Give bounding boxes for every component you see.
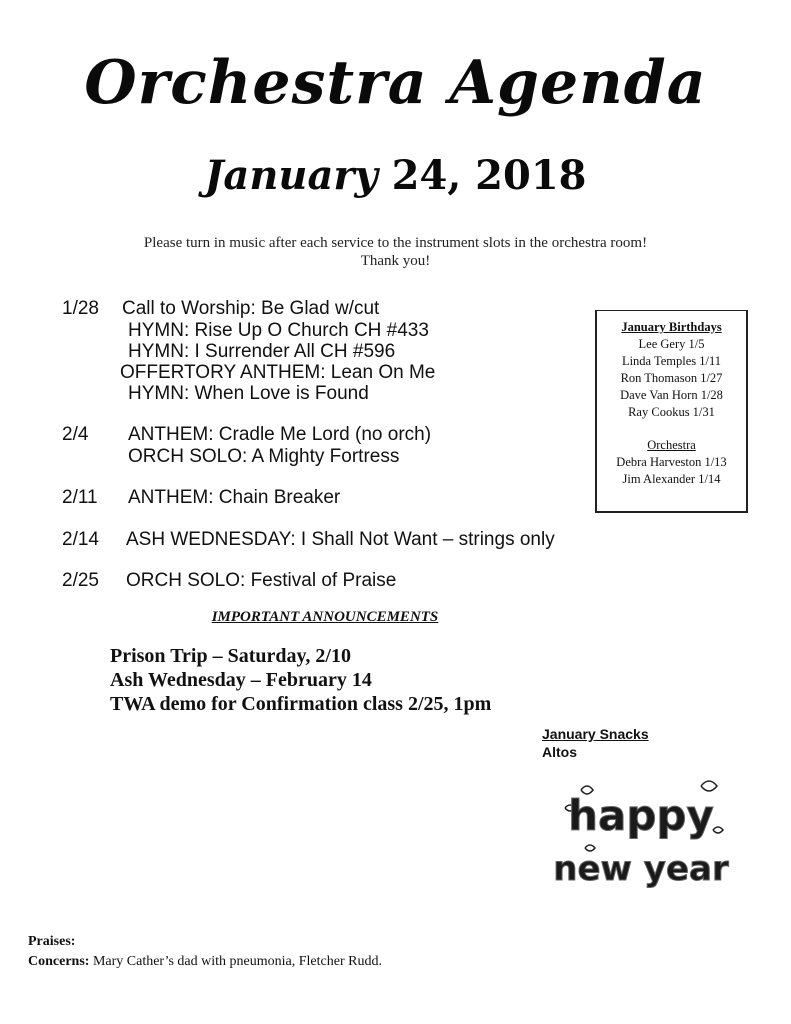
schedule-item: ANTHEM: Chain Breaker [128,487,341,508]
concerns-text: Mary Cather’s dad with pneumonia, Fletcher Rudd. [92,954,382,969]
birthday-entry: Debra Harveston 1/13 [616,455,727,469]
praises-label: Praises: [28,934,76,949]
praises-line [28,934,75,950]
schedule-item: Call to Worship: Be Glad w/cut [122,298,380,319]
concerns-label: Concerns: [28,954,90,969]
birthday-entry: Lee Gery 1/5 [638,337,705,351]
date-day-year: 24, 2018 [377,152,587,199]
music-return-note: Please turn in music after each service to the instrument slots in the orchestra room! [143,235,648,251]
snacks-group: Altos [542,744,577,760]
schedule-item: HYMN: I Surrender All CH #596 [128,341,396,362]
concerns-line [28,954,382,970]
schedule-item: HYMN: When Love is Found [128,383,369,404]
art-word-new-year: new year [553,849,729,889]
schedule-item: ANTHEM: Cradle Me Lord (no orch) [128,424,432,445]
happy-new-year-art [541,772,731,890]
birthday-entry: Ray Cookus 1/31 [628,405,715,419]
schedule-item: HYMN: Rise Up O Church CH #433 [128,320,429,341]
schedule-item: OFFERTORY ANTHEM: Lean On Me [120,362,436,383]
date-month: January [204,152,378,199]
birthday-entry: Linda Temples 1/11 [621,354,722,368]
schedule-date: 2/11 [62,487,98,508]
announcement: Prison Trip – Saturday, 2/10 [110,645,351,667]
birthday-entry: Ron Thomason 1/27 [620,371,723,385]
announcement: TWA demo for Confirmation class 2/25, 1pm [110,693,492,715]
schedule-item: ASH WEDNESDAY: I Shall Not Want – strings only [126,529,555,550]
birthday-entry: Dave Van Horn 1/28 [620,388,723,402]
announcements-heading: IMPORTANT ANNOUNCEMENTS [211,609,439,625]
agenda-date [0,152,791,199]
schedule-date: 2/4 [62,424,89,445]
schedule-date: 2/14 [62,529,99,550]
birthdays-box [595,310,748,513]
thank-you-note: Thank you! [360,253,431,269]
art-word-happy: happy [568,791,714,840]
snacks-heading: January Snacks [542,726,649,742]
schedule-item: ORCH SOLO: Festival of Praise [126,570,397,591]
birthdays-heading: January Birthdays [621,320,722,334]
orchestra-birthdays-heading: Orchestra [647,438,696,452]
schedule-item: ORCH SOLO: A Mighty Fortress [128,446,400,467]
schedule-date: 2/25 [62,570,99,591]
schedule-date: 1/28 [62,298,99,319]
agenda-title: Orchestra Agenda [84,48,707,118]
announcement: Ash Wednesday – February 14 [110,669,372,691]
birthday-entry: Jim Alexander 1/14 [622,472,721,486]
